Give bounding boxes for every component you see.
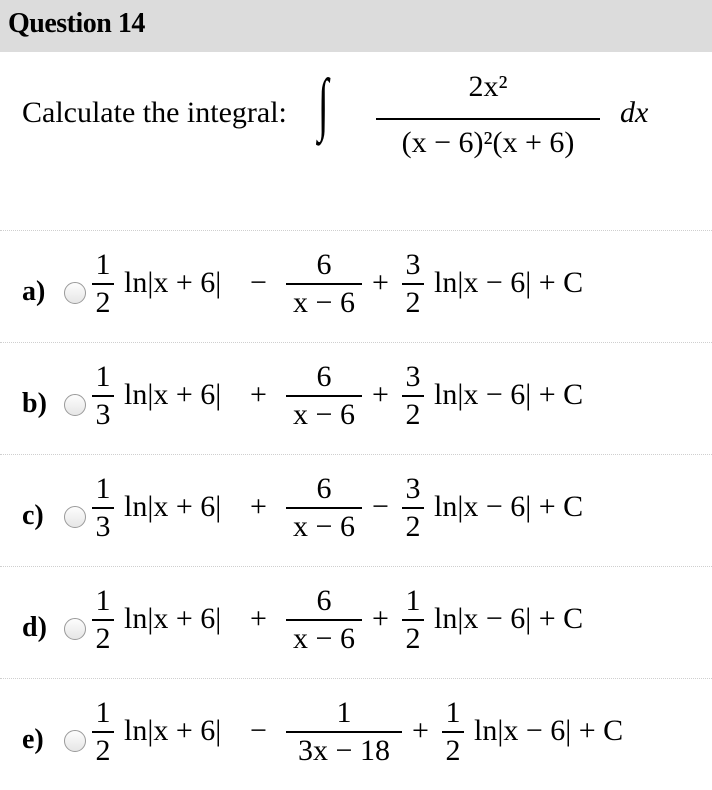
question-header xyxy=(0,0,712,52)
log-term-plus: ln|x + 6| xyxy=(124,490,222,523)
operator: + xyxy=(372,378,389,411)
coefficient-fraction: 3 2 xyxy=(402,474,424,542)
answer-option[interactable] xyxy=(0,230,712,342)
coefficient-fraction: 1 3 xyxy=(92,474,114,542)
integrand-fraction xyxy=(372,70,604,170)
option-letter: e) xyxy=(22,724,44,755)
log-term-minus: ln|x − 6| + C xyxy=(434,378,584,411)
operator: + xyxy=(250,378,267,411)
rational-fraction: 6 x − 6 xyxy=(286,474,362,542)
log-term-plus: ln|x + 6| xyxy=(124,266,222,299)
answer-option[interactable] xyxy=(0,678,712,790)
rational-fraction: 6 x − 6 xyxy=(286,586,362,654)
log-term-plus: ln|x + 6| xyxy=(124,378,222,411)
answer-option[interactable] xyxy=(0,342,712,454)
rational-fraction: 1 3x − 18 xyxy=(286,698,402,766)
log-term-minus: ln|x − 6| + C xyxy=(434,490,584,523)
option-letter: c) xyxy=(22,500,44,531)
operator: + xyxy=(412,714,429,747)
answer-option[interactable] xyxy=(0,566,712,678)
operator: + xyxy=(372,602,389,635)
integral-sign-icon: ∫ xyxy=(318,66,329,143)
log-term-plus: ln|x + 6| xyxy=(124,714,222,747)
log-term-minus: ln|x − 6| + C xyxy=(434,266,584,299)
rational-fraction: 6 x − 6 xyxy=(286,250,362,318)
question-body xyxy=(0,52,712,230)
log-term-plus: ln|x + 6| xyxy=(124,602,222,635)
coefficient-fraction: 1 2 xyxy=(92,586,114,654)
integrand-denominator: (x − 6)²(x + 6) xyxy=(401,126,575,159)
coefficient-fraction: 3 2 xyxy=(402,250,424,318)
answer-option[interactable] xyxy=(0,454,712,566)
log-term-minus: ln|x − 6| + C xyxy=(474,714,624,747)
differential: dx xyxy=(620,96,649,129)
fraction-bar xyxy=(376,118,600,120)
operator: + xyxy=(250,490,267,523)
option-letter: a) xyxy=(22,276,46,307)
operator: + xyxy=(372,266,389,299)
question-prompt: Calculate the integral: xyxy=(22,96,287,129)
integrand-numerator: 2x² xyxy=(468,70,508,103)
operator: − xyxy=(250,714,267,747)
coefficient-fraction: 1 3 xyxy=(92,362,114,430)
option-letter: b) xyxy=(22,388,47,419)
coefficient-fraction: 1 2 xyxy=(402,586,424,654)
coefficient-fraction: 1 2 xyxy=(92,250,114,318)
operator: − xyxy=(250,266,267,299)
coefficient-fraction: 3 2 xyxy=(402,362,424,430)
log-term-minus: ln|x − 6| + C xyxy=(434,602,584,635)
operator: − xyxy=(372,490,389,523)
question-title: Question 14 xyxy=(8,8,145,39)
coefficient-fraction: 1 2 xyxy=(92,698,114,766)
option-letter: d) xyxy=(22,612,47,643)
coefficient-fraction: 1 2 xyxy=(442,698,464,766)
rational-fraction: 6 x − 6 xyxy=(286,362,362,430)
operator: + xyxy=(250,602,267,635)
